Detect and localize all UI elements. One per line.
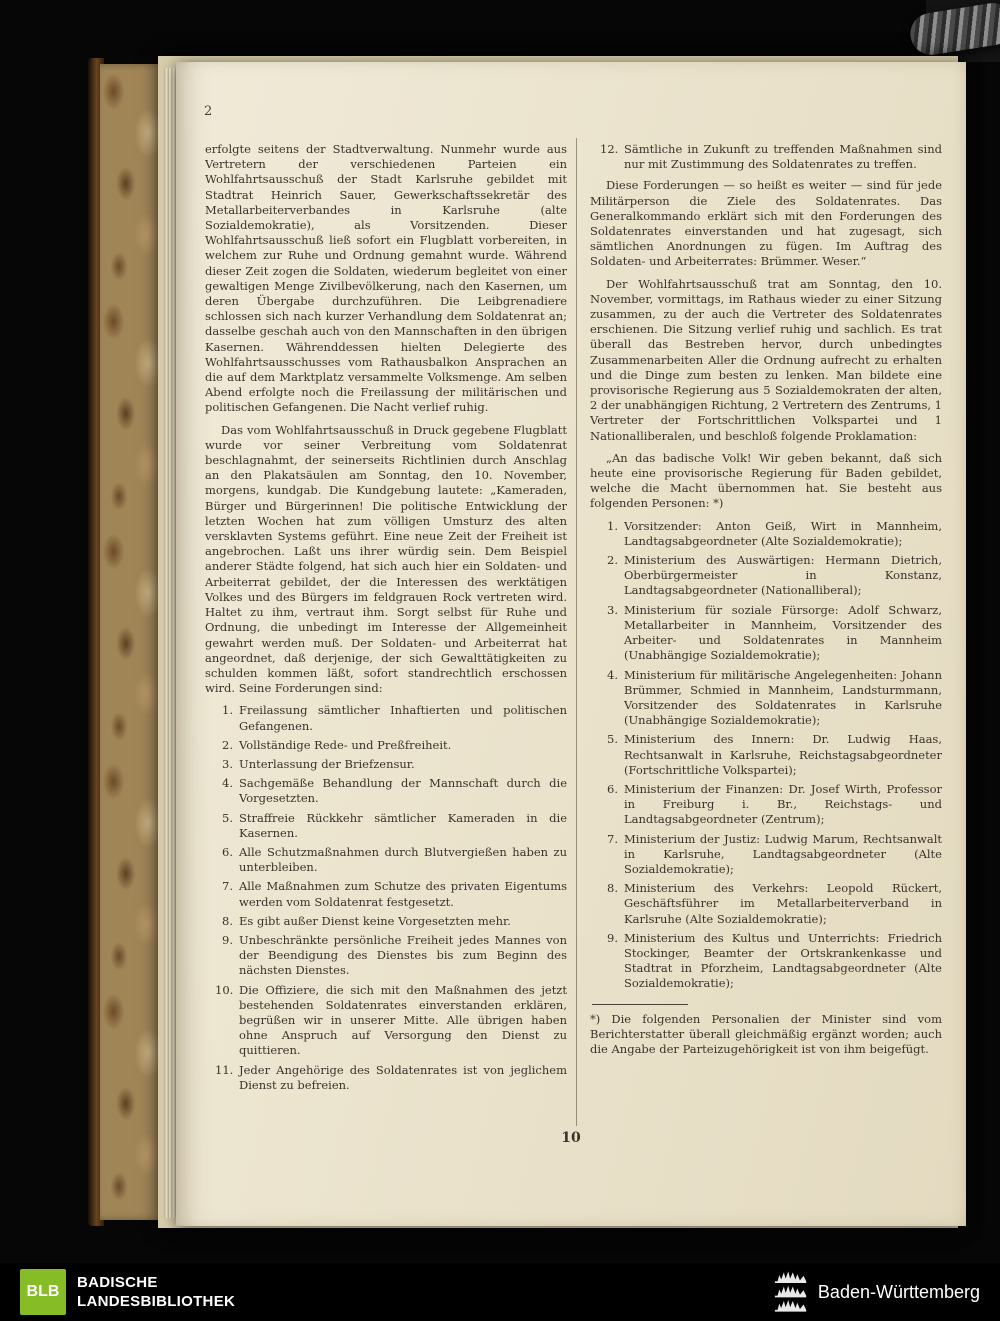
list-text: Ministerium für soziale Fürsorge: Adolf Schwarz, Metallarbeiter in Mannheim, Vorsitzender des Arbeiter- und Soldatenrates in Mannheim (Unabhängige Sozialdemokratie); [624, 602, 942, 663]
list-number: 1. [607, 518, 618, 533]
list-item [590, 668, 942, 729]
paragraph-weiter: Diese Forderungen — so heißt es weiter — sind für jede Militärperson die Ziele des Soldatenrates. Das Generalkommando erklärt sich mit den Forderungen des Soldatenrates einverstanden und hat zugesagt, sich sämtlichen Anordnungen zu fügen. Im Auftrag des Soldaten- und Arbeiterrates: Brümmer. Weser.“ [590, 178, 942, 269]
left-column [205, 142, 567, 1097]
list-item [205, 914, 567, 929]
paragraph-sitzung: Der Wohlfahrtsausschuß trat am Sonntag, den 10. November, vormittags, im Rathaus wieder zu einer Sitzung zusammen, zu der auch die Vertreter des Soldatenrates erschienen. Die Sitzung verlief ruhig und sachlich. Es trat überall das Bestreben hervor, durch unbedingtes Zusammenarbeiten Aller die Ordnung aufrecht zu erhalten und die Dinge zum besten zu lenken. Man bildete eine provisorische Regierung aus 5 Sozialdemokraten der alten, 2 der unabhängigen Richtung, 2 Vertretern des Zentrums, 1 Vertreter der Fortschrittlichen Volkspartei und 1 Nationalliberalen, und beschloß folgende Proklamation: [590, 276, 942, 443]
list-item [205, 983, 567, 1059]
scanned-book [88, 52, 966, 1232]
list-text: Alle Maßnahmen zum Schutze des privaten Eigentums werden vom Soldatenrat festgesetzt. [239, 879, 567, 909]
state-branding[interactable] [774, 1270, 980, 1314]
bw-antlers-icon [774, 1270, 808, 1314]
footnote-text: *) Die folgenden Personalien der Minister sind vom Berichterstatter überall gleichmäßig ergänzt worden; auch die Angabe der Parteizugehörigkeit ist von ihm beigefügt. [590, 1011, 942, 1056]
list-item [590, 519, 942, 549]
list-number: 4. [607, 667, 618, 682]
list-number: 3. [607, 602, 618, 617]
list-number: 10. [215, 982, 234, 997]
paragraph-flugblatt: Das vom Wohlfahrtsausschuß in Druck gegebene Flugblatt wurde vor seiner Verbreitung vom Soldatenrat beschlagnahmt, der seinerseits Richtlinien durch Anschlag an den Plakatsäulen am Sonntag, den 10. November, morgens, kundgab. Die Kundgebung lautete: „Kameraden, Bürger und Bürgerinnen! Die politische Entwicklung der letzten Wochen hat zum völligen Umsturz des alten versklavten Systems geführt. Eine neue Zeit der Freiheit ist angebrochen. Laßt uns ihrer würdig sein. Dem Beispiel anderer Städte folgend, hat sich auch hier ein Soldaten- und Arbeiterrat gebildet, der die Interessen des werktätigen Volkes und des Bürgers im feldgrauen Rock vertreten wird. Haltet zu ihm, vertraut ihm. Sorgt selbst für Ruhe und Ordnung, die unbedingt im Interesse der Allgemeinheit gewahrt werden muß. Der Soldaten- und Arbeiterrat hat angeordnet, daß derjenige, der sich Gewalttätigkeiten zu schulden kommen läßt, sofort standrechtlich erschossen wird. Seine Forderungen sind: [205, 422, 567, 696]
list-text: Ministerium der Finanzen: Dr. Josef Wirth, Professor in Freiburg i. Br., Reichstags- und Landtagsabgeordneter (Zentrum); [624, 781, 942, 827]
list-number: 2. [222, 737, 233, 752]
list-text: Sämtliche in Zukunft zu treffenden Maßnahmen sind nur mit Zustimmung des Soldatenrates zu treffen. [624, 142, 942, 172]
list-text: Alle Schutzmaßnahmen durch Blutvergießen haben zu unterbleiben. [239, 844, 567, 875]
list-number: 5. [607, 732, 618, 747]
list-text: Ministerium für militärische Angelegenheiten: Johann Brümmer, Schmied in Mannheim, Landsturmmann, Vorsitzender des Soldatenrates in Karlsruhe (Unabhängige Sozialdemokratie); [624, 667, 942, 728]
list-item [590, 603, 942, 664]
list-item [205, 738, 567, 753]
list-number: 11. [215, 1062, 234, 1077]
list-text: Die Offiziere, die sich mit den Maßnahmen des jetzt bestehenden Soldatenrates einverstanden erklären, begrüßen wir in unserer Mitte. Alle übrigen haben ohne Anspruch auf Versorgung den Dienst zu quittieren. [239, 982, 567, 1058]
list-number: 4. [222, 776, 233, 791]
list-text: Ministerium des Verkehrs: Leopold Rückert, Geschäftsführer im Metallarbeiterverband in Karlsruhe (Alte Sozialdemokratie); [624, 881, 942, 926]
library-name-line1: BADISCHE [77, 1274, 158, 1291]
list-text: Ministerium des Innern: Dr. Ludwig Haas, Rechtsanwalt in Karlsruhe, Reichstagsabgeordneter (Fortschrittliche Volkspartei); [624, 732, 942, 777]
list-item [590, 142, 942, 172]
library-name [77, 1273, 235, 1311]
list-item [590, 881, 942, 927]
demands-list [205, 703, 567, 1093]
ministers-list [590, 519, 942, 992]
list-number: 3. [222, 756, 233, 771]
list-text: Ministerium der Justiz: Ludwig Marum, Rechtsanwalt in Karlsruhe, Landtagsabgeordneter (Alte Sozialdemokratie); [624, 831, 942, 876]
folio-number: 10 [561, 1130, 581, 1146]
list-text: Ministerium des Kultus und Unterrichts: Friedrich Stockinger, Beamter der Ortskrankenkasse und Stadtrat in Pforzheim, Landtagsabgeordneter (Alte Sozialdemokratie); [624, 930, 942, 991]
list-number: 8. [607, 881, 618, 896]
list-number: 7. [607, 831, 618, 846]
list-text: Unbeschränkte persönliche Freiheit jedes Mannes von der Beendigung des Dienstes bis zum Beginn des nächsten Dienstes. [239, 932, 567, 978]
paragraph-proklamation: „An das badische Volk! Wir geben bekannt, daß sich heute eine provisorische Regierung für Baden gebildet, welche die Macht übernommen hat. Sie besteht aus folgenden Personen: *) [590, 450, 942, 511]
list-text: Freilassung sämtlicher Inhaftierten und politischen Gefangenen. [239, 703, 567, 733]
column-divider [576, 138, 577, 1126]
list-text: Vorsitzender: Anton Geiß, Wirt in Mannheim, Landtagsabgeordneter (Alte Sozialdemokratie); [624, 518, 942, 548]
list-text: Vollständige Rede- und Preßfreiheit. [239, 737, 452, 752]
library-branding [20, 1269, 235, 1315]
state-label: Baden-Württemberg [817, 1281, 980, 1302]
list-number: 6. [607, 781, 618, 796]
list-text: Sachgemäße Behandlung der Mannschaft durch die Vorgesetzten. [239, 776, 567, 806]
list-item [205, 933, 567, 979]
list-item [205, 1063, 567, 1093]
blb-logo-text: BLB [26, 1283, 60, 1300]
list-number: 12. [600, 142, 619, 156]
list-item [205, 757, 567, 772]
list-text: Es gibt außer Dienst keine Vorgesetzten mehr. [239, 913, 511, 928]
library-name-line2: LANDESBIBLIOTHEK [77, 1293, 236, 1310]
list-item [590, 732, 942, 778]
list-text: Ministerium des Auswärtigen: Hermann Dietrich, Oberbürgermeister in Konstanz, Landtagsabgeordneter (Nationalliberal); [624, 553, 942, 598]
list-number: 8. [222, 913, 233, 928]
blb-logo[interactable] [20, 1269, 66, 1315]
list-number: 6. [222, 844, 233, 859]
list-item [205, 776, 567, 806]
book-page [176, 62, 966, 1226]
list-item [205, 879, 567, 909]
footnote-separator [592, 1004, 688, 1005]
list-number: 5. [222, 810, 233, 825]
list-item [590, 832, 942, 878]
list-item [590, 553, 942, 599]
list-number: 9. [222, 932, 233, 947]
list-number: 9. [607, 930, 618, 945]
viewer-footer [0, 1263, 1000, 1321]
list-item [205, 845, 567, 875]
paragraph-continuation: erfolgte seitens der Stadtverwaltung. Nunmehr wurde aus Vertretern der verschiedenen Parteien ein Wohlfahrtsausschuß der Stadt Karlsruhe gebildet mit Stadtrat Heinrich Sauer, Gewerkschaftssekretär des Metallarbeiterverbandes in Karlsruhe (alte Sozialdemokratie), als Vorsitzenden. Dieser Wohlfahrtsausschuß ließ sofort ein Flugblatt vorbereiten, in welchem zur Ruhe und Ordnung gemahnt wurde. Während dieser Zeit zogen die Soldaten, wiederum begleitet von einer gewaltigen Menge Zivilbevölkerung, nach den Kasernen, um deren Übergabe durchzuführen. Die Leibgrenadiere schlossen sich nach kurzer Verhandlung dem Soldatenrat an; dasselbe geschah auch von den Mannschaften in den übrigen Kasernen. Währenddessen hielten Delegierte des Wohlfahrtsausschusses vom Rathausbalkon Ansprachen an die auf dem Marktplatz versammelte Volksmenge. Am selben Abend erfolgte noch die Freilassung der militärischen und politischen Gefangenen. Die Nacht verlief ruhig. [205, 142, 567, 415]
right-column [590, 142, 942, 1064]
list-text: Jeder Angehörige des Soldatenrates ist von jeglichem Dienst zu befreien. [239, 1062, 567, 1092]
list-number: 7. [222, 879, 233, 894]
list-item [590, 782, 942, 828]
list-text: Unterlassung der Briefzensur. [239, 756, 415, 771]
list-text: Straffreie Rückkehr sämtlicher Kameraden in die Kasernen. [239, 810, 567, 840]
page-number: 2 [204, 104, 213, 119]
list-number: 1. [222, 703, 233, 718]
list-item [205, 703, 567, 733]
list-item [590, 931, 942, 992]
list-item [205, 811, 567, 841]
list-number: 2. [607, 553, 618, 568]
